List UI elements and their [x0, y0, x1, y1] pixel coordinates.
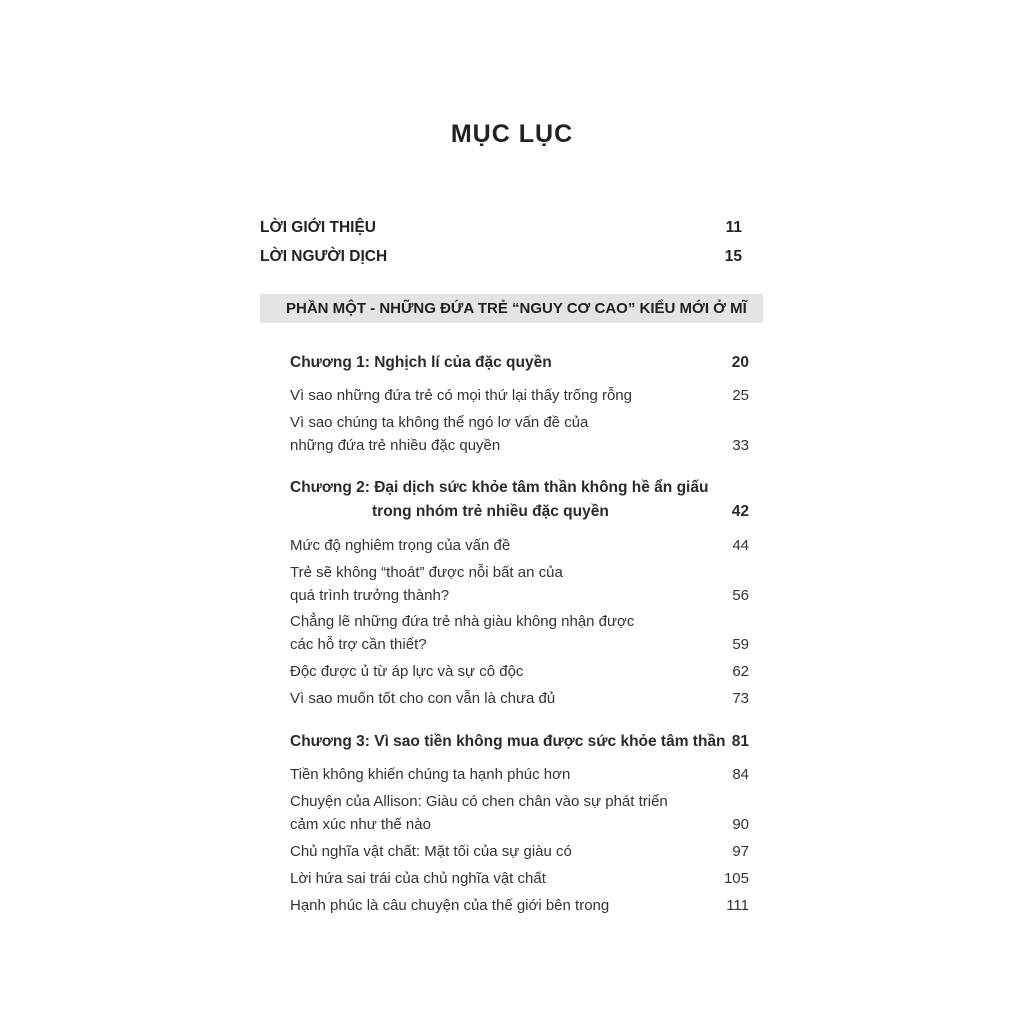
chapter-page-number: 81: [731, 733, 749, 750]
section-entry[interactable]: [290, 411, 749, 457]
part-heading: [260, 294, 763, 323]
chapter-page-number: 42: [731, 503, 749, 520]
section-page-number: 62: [732, 663, 749, 680]
section-title: Lời hứa sai trái của chủ nghĩa vật chất: [290, 870, 546, 887]
section-entry[interactable]: [290, 534, 749, 557]
section-entry[interactable]: [290, 790, 749, 836]
section-entry[interactable]: [290, 840, 749, 863]
section-title: Độc được ủ từ áp lực và sự cô độc: [290, 663, 524, 680]
entry-label: LỜI NGƯỜI DỊCH: [260, 248, 388, 265]
chapter-heading-3[interactable]: [290, 730, 749, 754]
chapter-page-number: 20: [731, 354, 749, 371]
section-title: Tiền không khiến chúng ta hạnh phúc hơn: [290, 766, 571, 783]
page-title: MỤC LỤC: [450, 120, 574, 148]
toc-entry-translator-note[interactable]: [260, 248, 742, 266]
section-page-number: 25: [732, 387, 749, 404]
section-title-line: Vì sao chúng ta không thể ngó lơ vấn đề của: [290, 414, 589, 431]
section-entry[interactable]: [290, 867, 749, 890]
entry-label: LỜI GIỚI THIỆU: [260, 219, 377, 236]
section-page-number: 44: [732, 537, 749, 554]
section-title: Hạnh phúc là câu chuyện của thế giới bên trong: [290, 897, 610, 914]
section-page-number: 97: [732, 843, 749, 860]
section-entry[interactable]: [290, 687, 749, 710]
section-entry[interactable]: [290, 660, 749, 683]
chapter-title-line: Chương 2: Đại dịch sức khỏe tâm thần không hề ẩn giấu: [290, 479, 709, 496]
chapter-title: Chương 3: Vì sao tiền không mua được sức khỏe tâm thần: [290, 733, 726, 750]
section-entry[interactable]: [290, 610, 749, 656]
chapter-title-line: trong nhóm trẻ nhiều đặc quyền: [372, 503, 609, 520]
entry-page-number: 15: [724, 248, 742, 265]
section-page-number: 33: [732, 437, 749, 454]
section-title: Mức độ nghiêm trọng của vấn đề: [290, 537, 511, 554]
section-entry[interactable]: [290, 384, 749, 407]
section-entry[interactable]: [290, 763, 749, 786]
section-entry[interactable]: [290, 561, 749, 607]
section-title-line: Trẻ sẽ không “thoát” được nỗi bất an của: [290, 564, 563, 581]
section-title-line: quá trình trưởng thành?: [290, 587, 450, 604]
chapter-title: Chương 1: Nghịch lí của đặc quyền: [290, 354, 552, 371]
section-title: Vì sao muốn tốt cho con vẫn là chưa đủ: [290, 690, 556, 707]
section-title-line: cảm xúc như thế nào: [290, 816, 431, 833]
section-page-number: 59: [732, 636, 749, 653]
section-title: Chủ nghĩa vật chất: Mặt tối của sự giàu có: [290, 843, 572, 860]
entry-page-number: 11: [725, 219, 742, 236]
section-title-line: Chuyện của Allison: Giàu có chen chân vào sự phát triển: [290, 793, 668, 810]
section-title: Vì sao những đứa trẻ có mọi thứ lại thấy trống rỗng: [290, 387, 632, 404]
section-entry[interactable]: [290, 894, 749, 917]
chapter-heading-2[interactable]: [290, 476, 749, 524]
section-title-line: các hỗ trợ cần thiết?: [290, 636, 427, 653]
section-page-number: 84: [732, 766, 749, 783]
section-page-number: 90: [732, 816, 749, 833]
toc-entry-introduction[interactable]: [260, 219, 742, 237]
section-page-number: 73: [732, 690, 749, 707]
section-page-number: 56: [732, 587, 749, 604]
section-page-number: 111: [726, 897, 749, 914]
section-title-line: những đứa trẻ nhiều đặc quyền: [290, 437, 501, 454]
section-page-number: 105: [723, 870, 749, 887]
chapter-heading-1[interactable]: [290, 351, 749, 375]
section-title-line: Chẳng lẽ những đứa trẻ nhà giàu không nhận được: [290, 613, 635, 630]
part-label: PHẦN MỘT - NHỮNG ĐỨA TRẺ “NGUY CƠ CAO” KIỂU MỚI Ở MĨ: [286, 300, 747, 317]
